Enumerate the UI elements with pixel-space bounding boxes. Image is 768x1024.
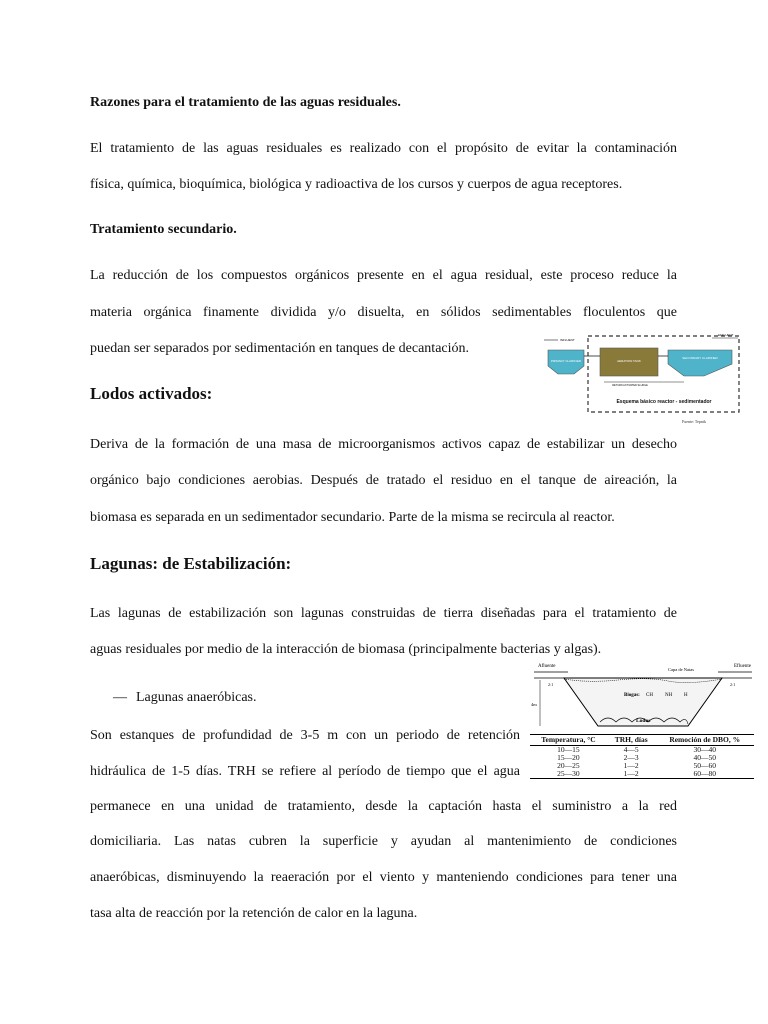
heading-razones: Razones para el tratamiento de las aguas residuales. [90,95,401,110]
paragraph-anaerobicas-line4: domiciliaria. Las natas cubren la superficie y ayudan al mantenimiento de condiciones [90,834,677,849]
paragraph-anaerobicas-line6: tasa alta de reacción por la retención de calor en la laguna. [90,906,418,921]
table-cell: 1—2 [623,761,639,770]
figure1-caption: Esquema básico reactor - sedimentador [616,399,712,405]
h2s-label: H [684,693,688,698]
table-row [530,770,754,779]
ratio-left-label: 2:1 [548,682,554,687]
paragraph-lagunas-line2: aguas residuales por medio de la interacción de biomasa (principalmente bacterias y algas). [90,642,602,657]
table-header-remocion: Remoción de DBO, % [655,735,754,746]
heading-lodos-activados: Lodos activados: [90,384,213,403]
table-cell: 30—40 [693,745,716,754]
paragraph-secundario-line3: puedan ser separados por sedimentación en tanques de decantación. [90,341,470,356]
table-cell: 2—3 [623,753,639,762]
influent-label: INFLUENT [560,338,575,342]
effluent-label: EFFLUENT [718,333,734,337]
afluente-label: Afluente [538,664,556,669]
depth-label: 4m [531,702,537,707]
paragraph-lodos-line1: Deriva de la formación de una masa de microorganismos activos capaz de estabilizar un desecho [90,437,677,452]
table-cell: 15—20 [557,753,580,762]
aeration-tank-label: AERATION TANK [617,359,641,363]
paragraph-anaerobicas-line3: permanece en una unidad de tratamiento, desde la captación hasta el suministro a la red [90,799,677,814]
heading-lagunas: Lagunas: de Estabilización: [90,554,292,573]
paragraph-anaerobicas-line5: anaeróbicas, disminuyendo la reaeración por el viento y manteniendo condiciones para tener una [90,870,677,885]
table-cell: 25—30 [530,770,607,779]
paragraph-lagunas-line1: Las lagunas de estabilización son lagunas construidas de tierra diseñadas para el tratamiento de [90,606,677,621]
table-header-temperatura: Temperatura, °C [530,735,607,746]
reactor-sedimentador-figure [544,330,740,426]
table-cell: 50—60 [693,761,716,770]
biogas-label: Biogas: [624,693,640,698]
bullet-dash: — [113,690,127,705]
paragraph-lodos-line3: biomasa es separada en un sedimentador secundario. Parte de la misma se recircula al reactor. [90,510,615,525]
retention-table [530,734,754,779]
ch4-label: CH [646,693,653,698]
secondary-clarifier-tank [668,350,732,376]
paragraph-anaerobicas-line2: hidráulica de 1-5 días. TRH se refiere al período de tiempo que el agua [90,764,520,779]
laguna-anaerobia-figure [528,660,758,734]
table-cell: 60—80 [655,770,754,779]
table-header-trh: TRH, días [607,735,656,746]
bullet-lagunas-anaerobicas: Lagunas anaeróbicas. [136,690,257,705]
lodos-label: Lodos [636,718,651,724]
paragraph-lodos-line2: orgánico bajo condiciones aerobias. Después de tratado el residuo en el tanque de aireación, la [90,473,677,488]
ratio-right-label: 2:1 [730,682,736,687]
table-cell: 4—5 [623,745,639,754]
table-header-row [530,735,754,746]
nh3-label: NH [665,693,673,698]
table-cell: 1—2 [607,770,656,779]
table-cell: 40—50 [693,753,716,762]
table-cell: 10—15 [557,745,580,754]
paragraph-razones-line1: El tratamiento de las aguas residuales es realizado con el propósito de evitar la contaminación [90,141,677,156]
efluente-label: Efluente [734,664,751,669]
paragraph-razones-line2: física, química, bioquímica, biológica y radioactiva de los cursos y cuerpos de agua receptores. [90,177,623,192]
heading-tratamiento-secundario: Tratamiento secundario. [90,222,237,237]
paragraph-secundario-line2: materia orgánica finamente dividida y/o disuelta, en sólidos sedimentables floculentos que [90,305,677,320]
secondary-clarifier-label: SECONDARY CLARIFIER [682,356,718,360]
return-sludge-label: RETURN ACTIVATED SLUDGE [612,384,648,387]
paragraph-anaerobicas-line1: Son estanques de profundidad de 3-5 m con un periodo de retención [90,728,520,743]
primary-clarifier-label: PRIMARY CLARIFIER [550,359,582,363]
capa-natas-label: Capa de Natas [668,667,694,672]
table-cell: 20—25 [557,761,580,770]
paragraph-secundario-line1: La reducción de los compuestos orgánicos presente en el agua residual, este proceso reduce la [90,268,677,283]
figure1-source: Fuente: Tepnik [682,419,706,424]
